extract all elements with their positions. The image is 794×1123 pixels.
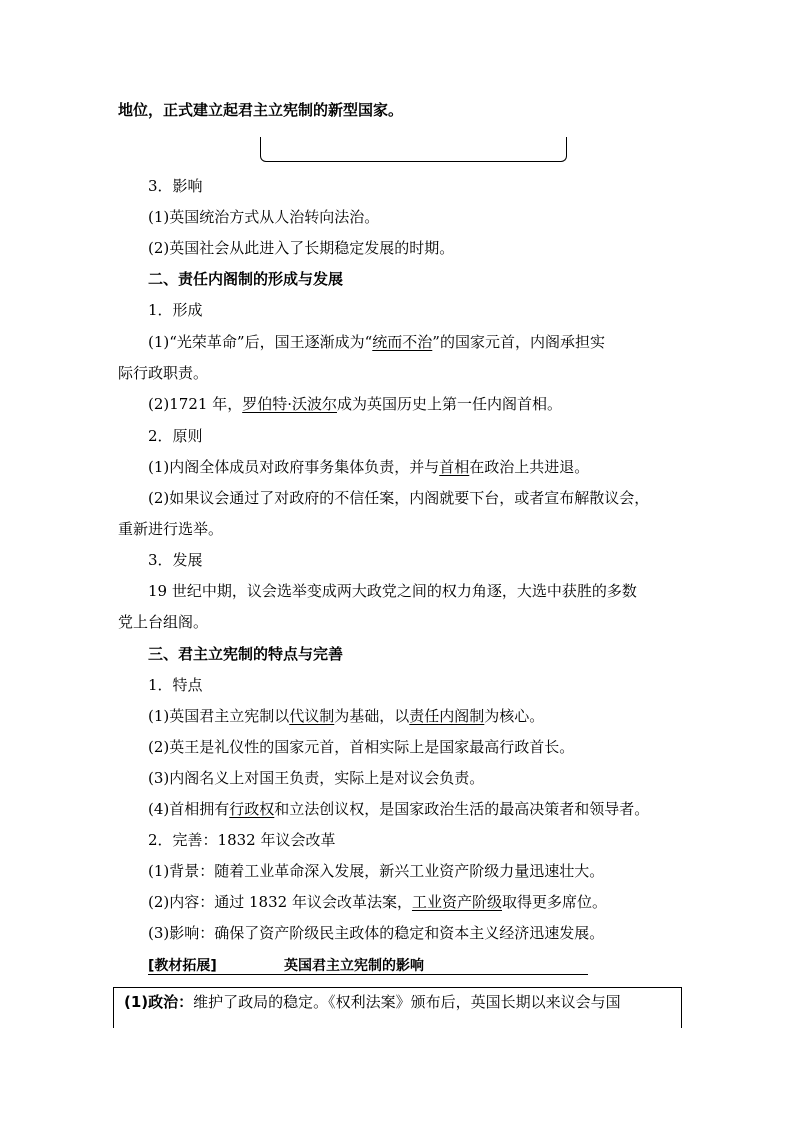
- formation-item-1: (1)“光荣革命”后，国王逐渐成为“统而不治”的国家元首，内阁承担实: [148, 333, 605, 351]
- extension-underline: [148, 974, 588, 975]
- extension-box-text: (1)政治：维护了政局的稳定。《权利法案》颁布后，英国长期以来议会与国: [124, 993, 621, 1011]
- feature-item-2: (2)英王是礼仪性的国家元首，首相实际上是国家最高行政首长。: [148, 738, 575, 756]
- subtitle-formation: 1．形成: [148, 301, 203, 319]
- textbook-extension-header: [148, 955, 588, 975]
- subtitle-development: 3．发展: [148, 551, 203, 569]
- principle-item-2: (2)如果议会通过了对政府的不信任案，内阁就要下台，或者宣布解散议会，: [148, 489, 650, 507]
- intro-text: 地位，正式建立起君主立宪制的新型国家。: [118, 101, 404, 119]
- extension-box: [113, 987, 682, 1028]
- feature-item-4: (4)首相拥有行政权和立法创议权，是国家政治生活的最高决策者和领导者。: [148, 800, 650, 818]
- influence-item-1: (1)英国统治方式从人治转向法治。: [148, 208, 380, 226]
- bracket-divider: [260, 137, 567, 162]
- section-title-influence: 3．影响: [148, 177, 203, 195]
- subtitle-features: 1．特点: [148, 676, 203, 694]
- formation-item-1-cont: 际行政职责。: [118, 364, 209, 382]
- development-text: 19 世纪中期，议会选举变成两大政党之间的权力角逐，大选中获胜的多数: [148, 582, 637, 600]
- principle-item-1: (1)内阁全体成员对政府事务集体负责，并与首相在政治上共进退。: [148, 458, 590, 476]
- extension-title: 英国君主立宪制的影响: [284, 958, 424, 974]
- influence-item-2: (2)英国社会从此进入了长期稳定发展的时期。: [148, 239, 455, 257]
- feature-item-1: (1)英国君主立宪制以代议制为基础，以责任内阁制为核心。: [148, 707, 545, 725]
- improvement-item-1: (1)背景：随着工业革命深入发展，新兴工业资产阶级力量迅速壮大。: [148, 862, 605, 880]
- feature-item-3: (3)内阁名义上对国王负责，实际上是对议会负责。: [148, 769, 485, 787]
- heading-cabinet: 二、责任内阁制的形成与发展: [148, 270, 344, 288]
- subtitle-principle: 2．原则: [148, 427, 203, 445]
- heading-features: 三、君主立宪制的特点与完善: [148, 645, 344, 663]
- formation-item-2: (2)1721 年，罗伯特·沃波尔成为英国历史上第一任内阁首相。: [148, 395, 562, 413]
- principle-item-2-cont: 重新进行选举。: [118, 520, 224, 538]
- extension-label: [教材拓展]: [148, 958, 217, 974]
- improvement-item-3: (3)影响：确保了资产阶级民主政体的稳定和资本主义经济迅速发展。: [148, 924, 605, 942]
- subtitle-improvement: 2．完善：1832 年议会改革: [148, 831, 336, 849]
- development-text-cont: 党上台组阁。: [118, 613, 209, 631]
- improvement-item-2: (2)内容：通过 1832 年议会改革法案，工业资产阶级取得更多席位。: [148, 893, 607, 911]
